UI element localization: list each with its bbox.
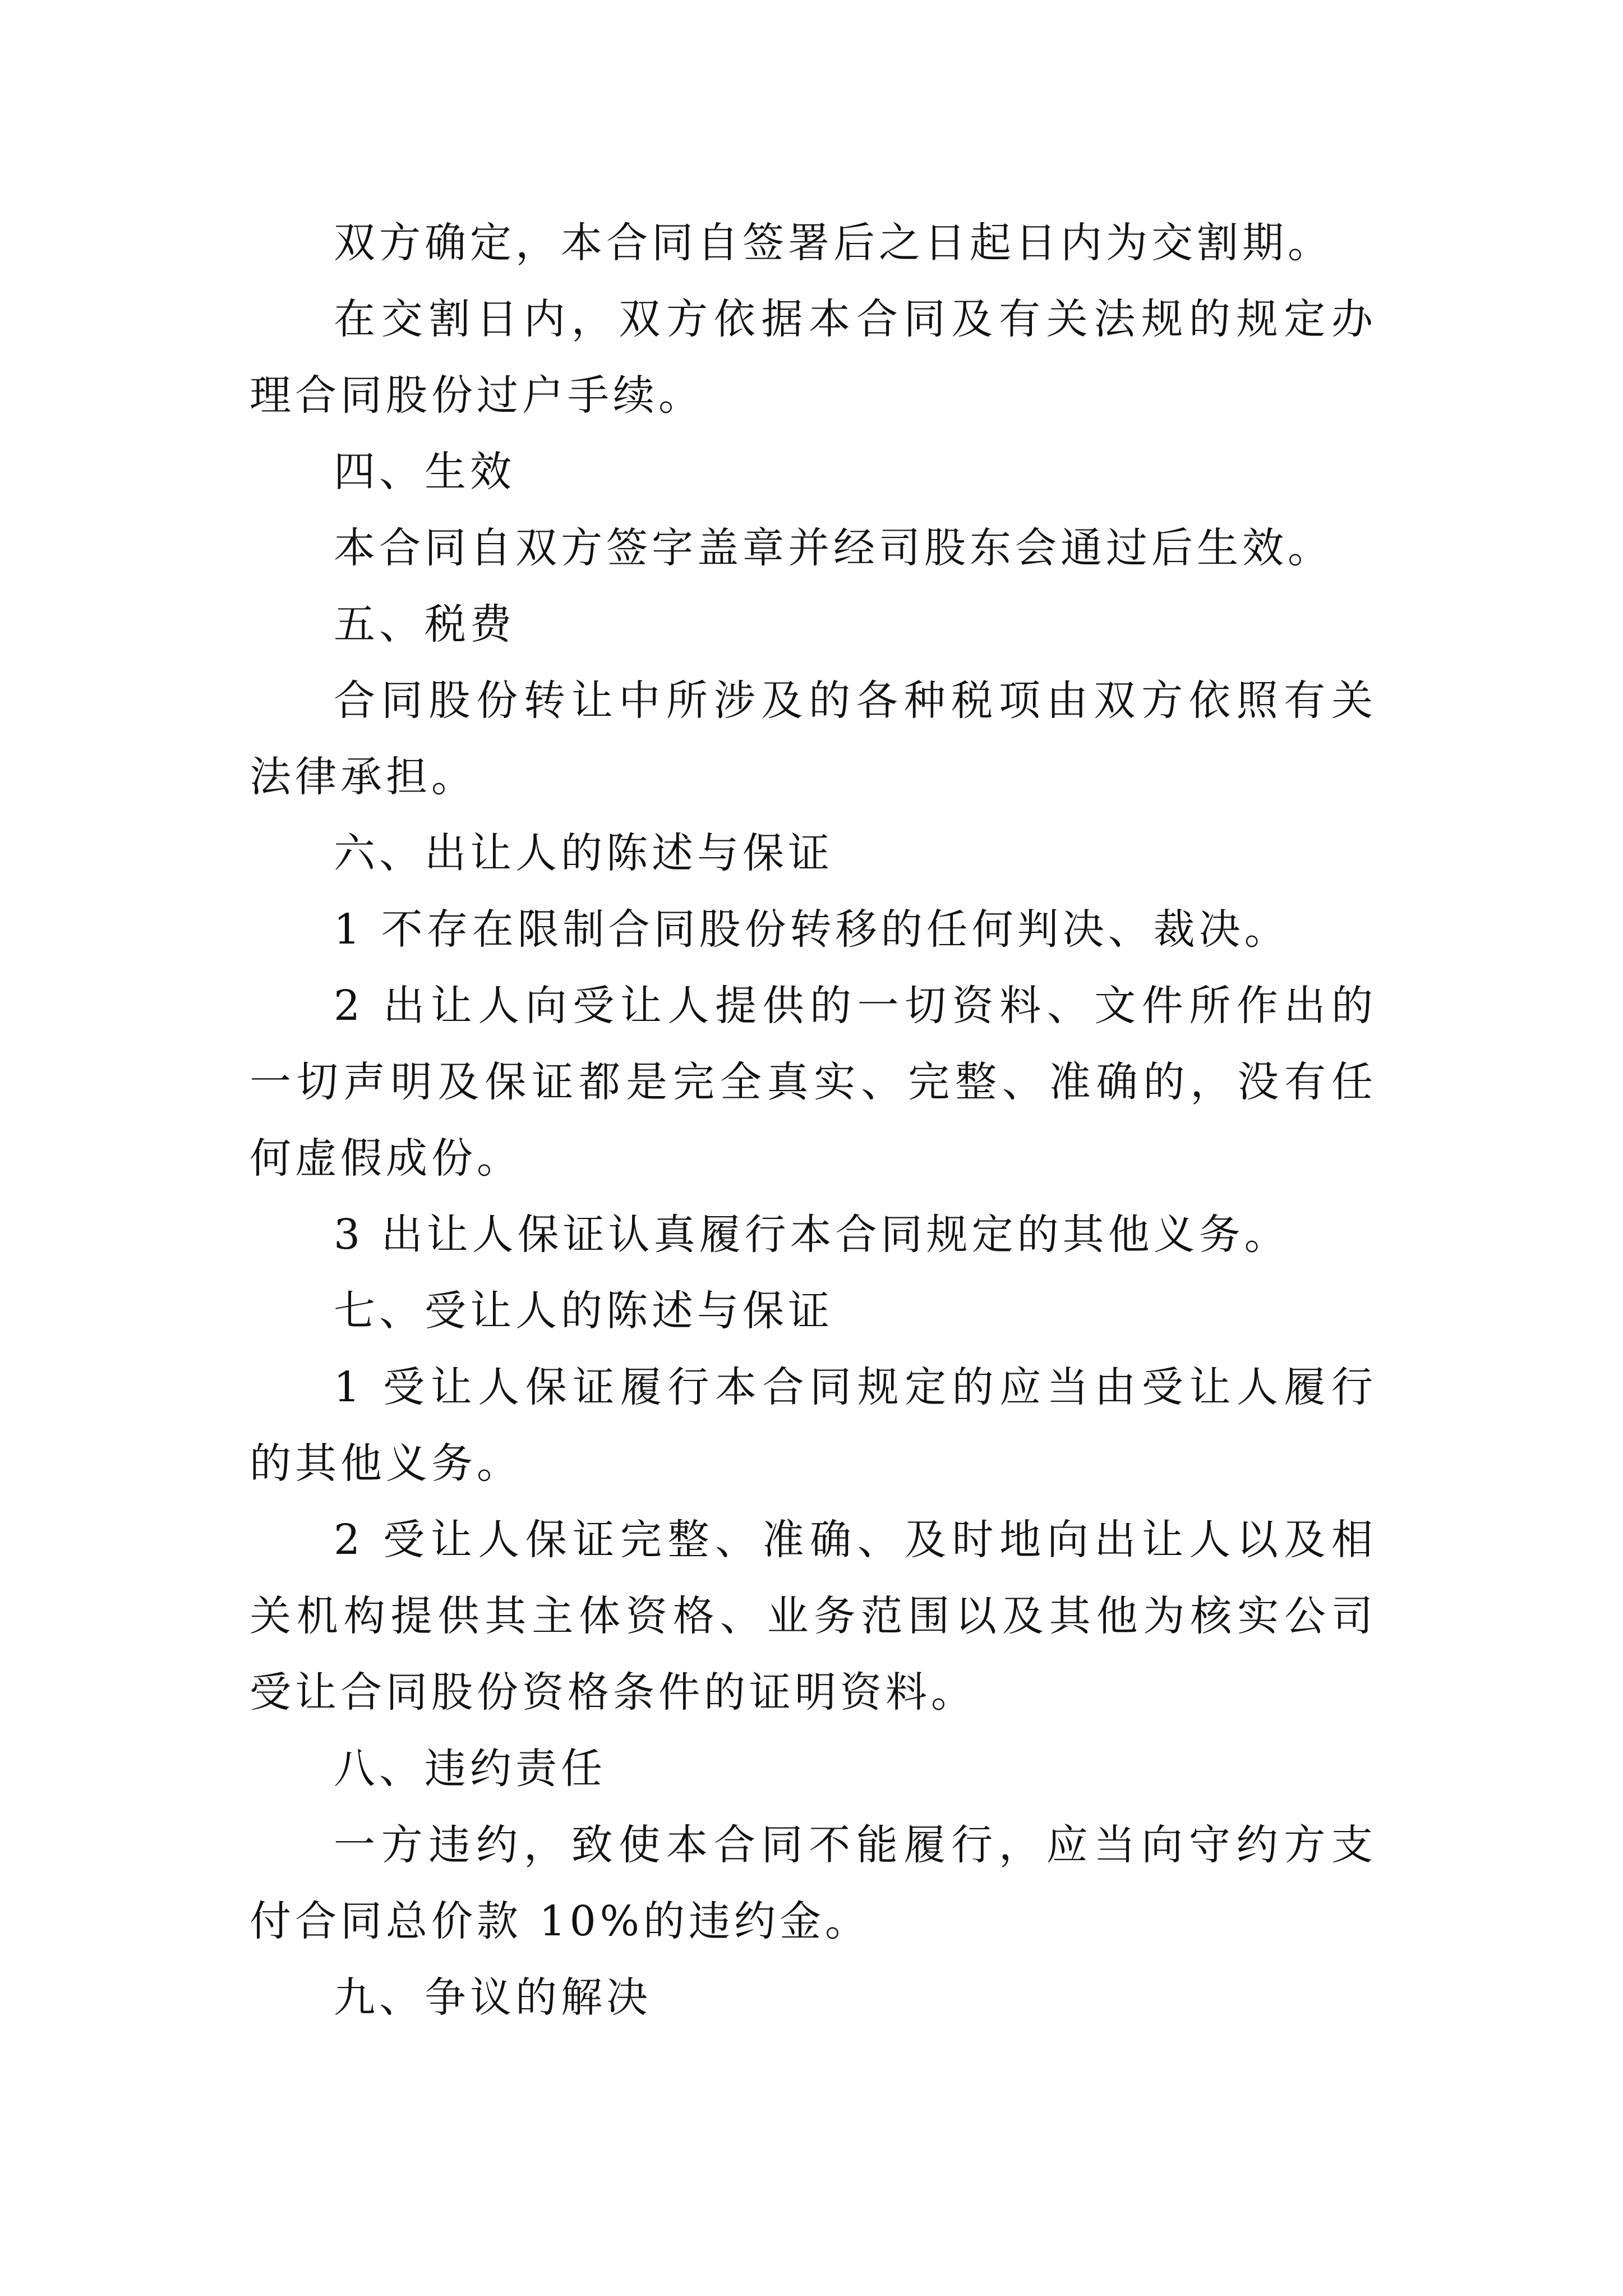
heading-dispute-resolution: 九、争议的解决: [334, 1973, 652, 2022]
transferor-warranty-item: 1 不存在限制合同股份转移的任何判决、裁决。: [334, 905, 1290, 954]
paragraph-effectiveness: 本合同自双方签字盖章并经司股东会通过后生效。: [334, 524, 1333, 572]
transferor-warranty-item: 2 出让人向受让人提供的一切资料、文件所作出的一切声明及保证都是完全真实、完整、准确的，没有任何虚假成份。: [250, 982, 1377, 1182]
heading-taxes: 五、税费: [334, 600, 515, 648]
heading-effectiveness: 四、生效: [334, 448, 515, 496]
transferee-warranty-item: 2 受让人保证完整、准确、及时地向出让人以及相关机构提供其主体资格、业务范围以及其他为核实公司受让合同股份资格条件的证明资料。: [250, 1516, 1377, 1717]
paragraph-breach-liability: 一方违约，致使本合同不能履行，应当向守约方支付合同总价款 10%的违约金。: [250, 1821, 1377, 1945]
transferee-warranty-item: 1 受让人保证履行本合同规定的应当由受让人履行的其他义务。: [250, 1363, 1377, 1488]
paragraph-transfer-procedure: 在交割日内，双方依据本合同及有关法规的规定办理合同股份过户手续。: [250, 295, 1377, 420]
transferor-warranty-item: 3 出让人保证认真履行本合同规定的其他义务。: [334, 1211, 1290, 1259]
paragraph-taxes: 合同股份转让中所涉及的各种税项由双方依照有关法律承担。: [250, 677, 1377, 801]
paragraph-delivery-period: 双方确定，本合同自签署后之日起日内为交割期。: [334, 219, 1333, 267]
heading-transferee-warranties: 七、受让人的陈述与保证: [334, 1287, 833, 1335]
heading-breach-liability: 八、违约责任: [334, 1745, 606, 1793]
document-body: [250, 205, 1377, 2036]
heading-transferor-warranties: 六、出让人的陈述与保证: [334, 829, 833, 877]
